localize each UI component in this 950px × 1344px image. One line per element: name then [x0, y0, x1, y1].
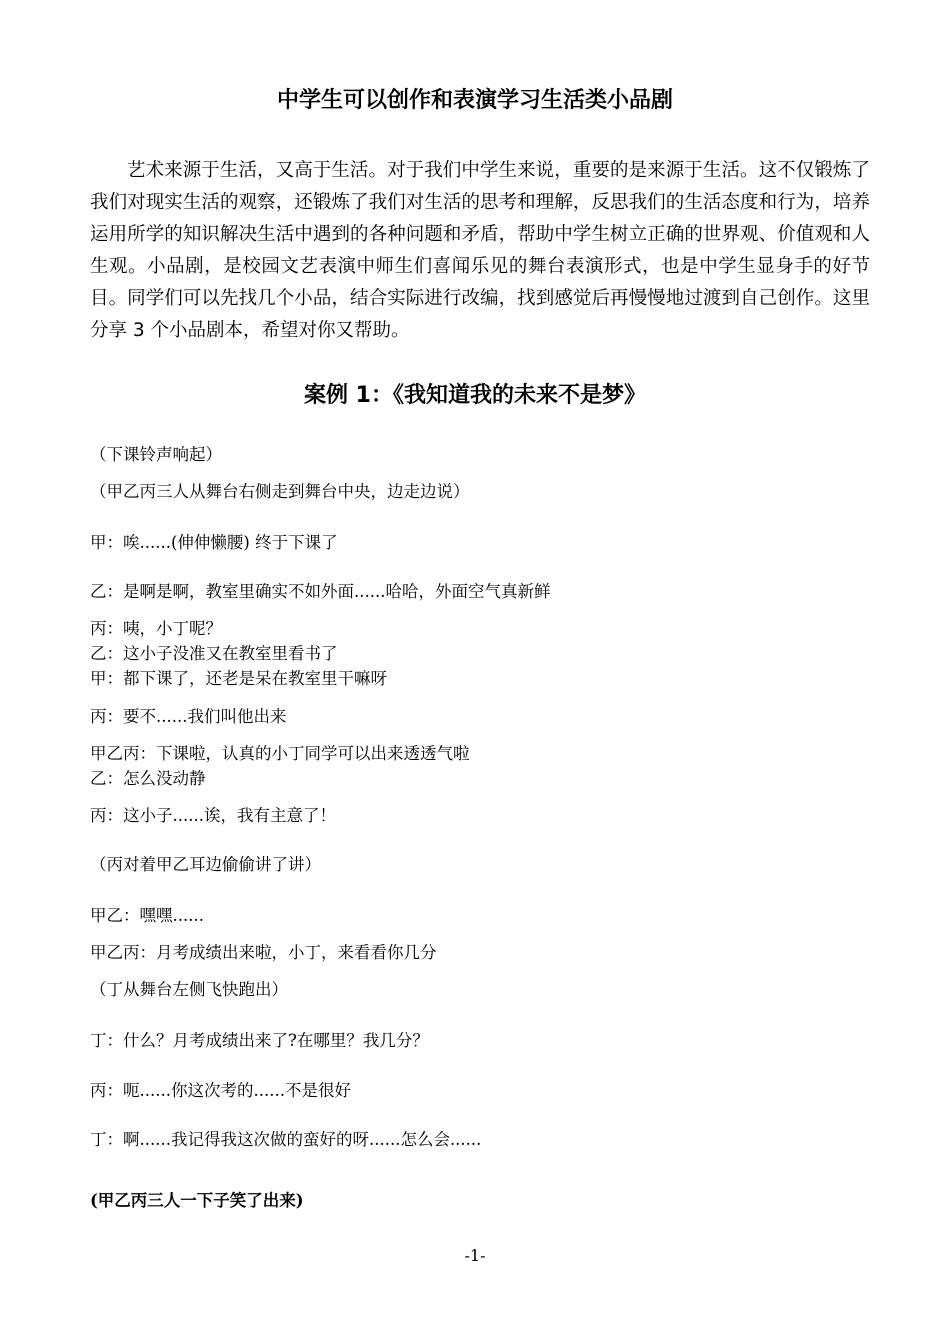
stage-direction: (甲乙丙三人一下子笑了出来) — [90, 1191, 304, 1210]
dialogue-line: 甲乙丙：下课啦，认真的小丁同学可以出来透透气啦 — [90, 744, 470, 763]
dialogue-line: 丙：这小子......诶，我有主意了！ — [90, 806, 336, 825]
stage-direction: （丙对着甲乙耳边偷偷讲了讲） — [90, 855, 321, 874]
stage-direction: （甲乙丙三人从舞台右侧走到舞台中央，边走边说） — [90, 482, 470, 501]
dialogue-line: 甲：都下课了，还老是呆在教室里干嘛呀 — [90, 669, 387, 688]
page-number: -1- — [464, 1246, 486, 1265]
dialogue-line: 丙：咦，小丁呢？ — [90, 619, 222, 638]
dialogue-line: 丙：要不......我们叫他出来 — [90, 707, 287, 726]
stage-direction: （丁从舞台左侧飞快跑出） — [90, 980, 288, 999]
dialogue-line: 甲：唉......(伸伸懒腰) 终于下课了 — [90, 533, 338, 552]
dialogue-line: 丁：什么？月考成绩出来了?在哪里？我几分？ — [90, 1031, 429, 1050]
stage-direction: （下课铃声响起） — [90, 445, 222, 464]
dialogue-line: 甲乙：嘿嘿...... — [90, 906, 204, 925]
dialogue-line: 乙：这小子没准又在教室里看书了 — [90, 644, 338, 663]
case-title: 案例 1：《我知道我的未来不是梦》 — [304, 383, 646, 408]
dialogue-line: 甲乙丙：月考成绩出来啦，小丁，来看看你几分 — [90, 943, 437, 962]
dialogue-line: 乙：怎么没动静 — [90, 769, 206, 788]
document-title: 中学生可以创作和表演学习生活类小品剧 — [276, 88, 673, 113]
dialogue-line: 丁：啊......我记得我这次做的蛮好的呀......怎么会...... — [90, 1130, 482, 1149]
dialogue-line: 乙：是啊是啊，教室里确实不如外面......哈哈，外面空气真新鲜 — [90, 582, 551, 601]
dialogue-line: 丙：呃......你这次考的......不是很好 — [90, 1081, 351, 1100]
intro-paragraph: 艺术来源于生活，又高于生活。对于我们中学生来说，重要的是来源于生活。这不仅锻炼了我们对现实生活的观察，还锻炼了我们对生活的思考和理解，反思我们的生活态度和行为，培养运用所学的知识解决生活中遇到的各种问题和矛盾，帮助中学生树立正确的世界观、价值观和人生观。小品剧，是校园文艺表演中师生们喜闻乐见的舞台表演形式，也是中学生显身手的好节目。同学们可以先找几个小品，结合实际进行改编，找到感觉后再慢慢地过渡到自己创作。这里分享 3 个小品剧本，希望对你又帮助。 — [90, 160, 870, 341]
